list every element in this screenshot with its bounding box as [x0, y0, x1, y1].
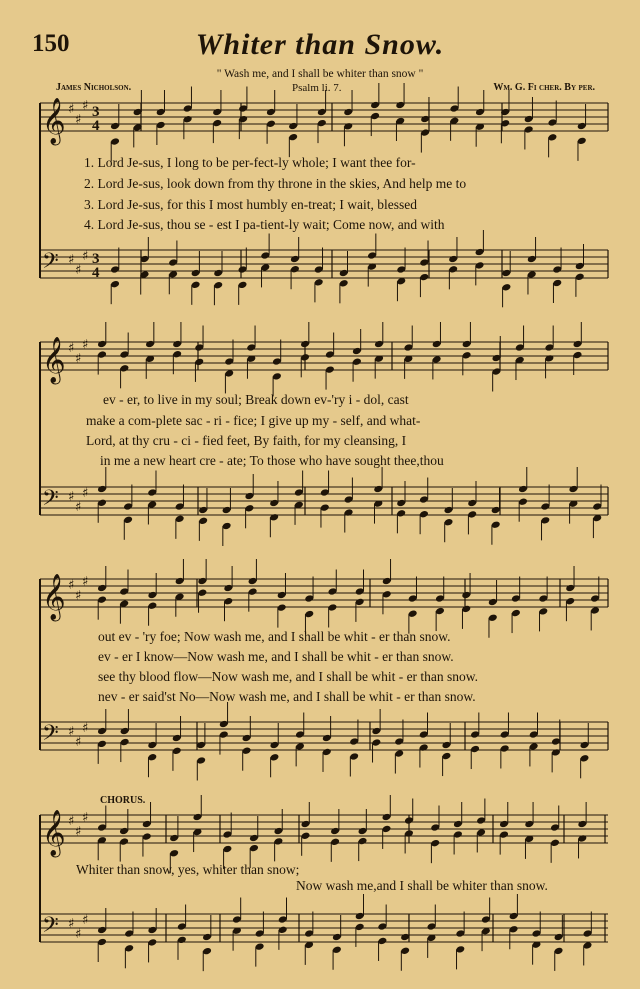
time-signature-top: 3 — [92, 251, 100, 267]
lyric-verse-3: Lord, at thy cru - ci - fied feet, By faith, for my cleansing, I — [86, 433, 407, 448]
treble-clef: 𝄞 — [42, 574, 66, 620]
lyric-verse-2: 2. Lord Je-sus, look down from thy throne in the skies, And help me to — [84, 176, 467, 191]
sharp-icon: ♯ — [68, 341, 75, 356]
lyric-verse-1: out ev - 'ry foe; Now wash me, and I shall be whit - er than snow. — [98, 629, 451, 644]
sharp-icon: ♯ — [82, 98, 89, 114]
sharp-icon: ♯ — [82, 574, 89, 590]
lyric-verse-4: nev - er said'st No—Now wash me, and I shall be whit - er than snow. — [98, 689, 476, 704]
sharp-icon: ♯ — [82, 913, 89, 928]
lyric-verse-4: 4. Lord Je-sus, thou se - est I pa-tient-ly wait; Come now, and with — [84, 217, 445, 232]
sharp-icon: ♯ — [68, 724, 75, 740]
lyric-verse-2: ev - er I know—Now wash me, and I shall be whit - er than snow. — [98, 649, 454, 664]
sharp-icon: ♯ — [75, 588, 82, 604]
lyric-verse-4: in me a new heart cre - ate; To those who have sought thee,thou — [100, 453, 444, 468]
bass-clef: 𝄢 — [42, 486, 59, 516]
sharp-icon: ♯ — [68, 916, 75, 932]
hymn-title: Whiter than Snow. — [195, 28, 445, 61]
bass-clef: 𝄢 — [42, 249, 59, 279]
sharp-icon: ♯ — [68, 102, 75, 117]
lyric-verse-1: ev - er, to live in my soul; Break down ev-'ry i - dol, cast — [103, 392, 409, 407]
treble-clef: 𝄞 — [42, 337, 66, 383]
lyric-verse-2: make a com-plete sac - ri - fice; I give up my - self, and what- — [86, 413, 421, 428]
sharp-icon: ♯ — [68, 489, 75, 505]
sharp-icon: ♯ — [75, 112, 82, 128]
sharp-icon: ♯ — [75, 500, 82, 515]
page-number: 150 — [32, 30, 70, 57]
sharp-icon: ♯ — [68, 252, 75, 268]
sharp-icon: ♯ — [82, 249, 89, 264]
chorus-label: CHORUS. — [100, 795, 146, 806]
epigraph: " Wash me, and I shall be whiter than snow " — [216, 68, 424, 80]
time-signature-bottom: 4 — [92, 118, 100, 134]
treble-clef: 𝄞 — [42, 810, 66, 856]
lyric-verse-1: 1. Lord Je-sus, I long to be per-fect-ly whole; I want thee for- — [84, 155, 416, 170]
sharp-icon: ♯ — [75, 263, 82, 278]
sharp-icon: ♯ — [75, 824, 82, 840]
composer-credit: Wm. G. Fi cher. By per. — [493, 82, 595, 93]
sharp-icon: ♯ — [82, 721, 89, 736]
lyric-verse-3: see thy blood flow—Now wash me, and I shall be whit - er than snow. — [98, 669, 479, 684]
sharp-icon: ♯ — [82, 486, 89, 501]
sharp-icon: ♯ — [75, 927, 82, 942]
lyricist-credit: James Nicholson. — [56, 82, 132, 93]
chorus-lyric-2: Now wash me,and I shall be whiter than snow. — [296, 878, 548, 893]
bass-clef: 𝄢 — [42, 913, 59, 943]
sharp-icon: ♯ — [82, 337, 89, 353]
time-signature-top: 3 — [92, 104, 100, 120]
lyric-verse-3: 3. Lord Je-sus, for this I most humbly en-treat; I wait, blessed — [84, 197, 417, 212]
bass-clef: 𝄢 — [42, 721, 59, 751]
scripture-reference: Psalm li. 7. — [292, 82, 342, 94]
sharp-icon: ♯ — [82, 810, 89, 826]
time-signature-bottom: 4 — [92, 265, 100, 281]
sharp-icon: ♯ — [68, 578, 75, 593]
chorus-lyric-1: Whiter than snow, yes, whiter than snow; — [76, 862, 300, 877]
treble-clef: 𝄞 — [42, 98, 66, 144]
sharp-icon: ♯ — [75, 351, 82, 367]
sharp-icon: ♯ — [75, 735, 82, 750]
sharp-icon: ♯ — [68, 814, 75, 829]
